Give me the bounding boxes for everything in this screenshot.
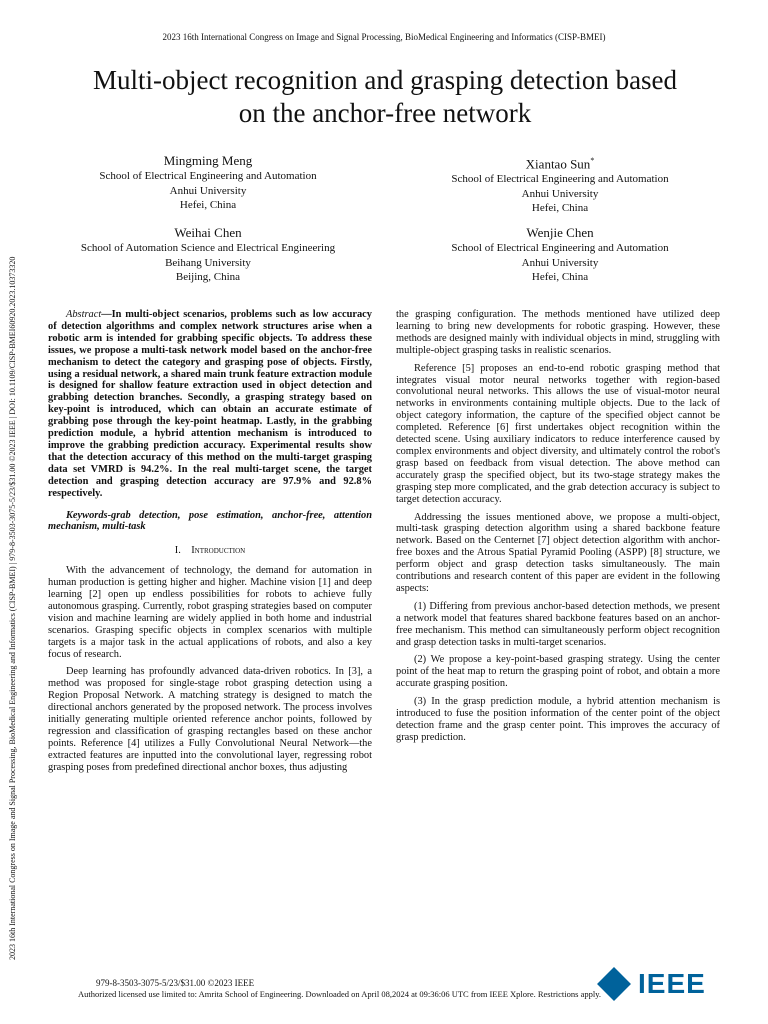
paper-title xyxy=(40,64,730,130)
right-paragraph-1: the grasping configuration. The methods mentioned have utilized deep learning to bring new developments for robotic grasping. However, these methods are designed mainly with individual objects in mind, struggling with multiple-object grasping tasks in realistic scenarios. xyxy=(396,309,720,356)
title-line-2: on the anchor-free network xyxy=(238,98,532,128)
right-paragraph-3: Addressing the issues mentioned above, we propose a multi-object, multi-task grasping detection algorithm using a shared backbone feature network. Based on the Centernet [7] object detection algorithm with anchor-free boxes and the Atrous Spatial Pyramid Pooling (ASPP) [8] structure, we perform object and grasp detection tasks simultaneously. The main contributions and research content of this paper are evident in the following aspects: xyxy=(396,511,720,594)
contribution-1: (1) Differing from previous anchor-based detection methods, we present a network model that features shared backbone features based on an anchor-free mechanism. This method can simultaneously perform object recognition and grasp detection tasks in multi-target scenarios. xyxy=(396,600,720,648)
license-footer: Authorized licensed use limited to: Amrita School of Engineering. Downloaded on April 08,2024 at 09:36:06 UTC from IEEE Xplore. Restrictions apply. xyxy=(78,989,602,999)
abstract-label: Abstract xyxy=(66,309,102,320)
intro-paragraph-2: Deep learning has profoundly advanced data-driven robotics. In [3], a method was proposed for single-stage robot grasping detection using a Region Proposal Network. A matching strategy is designed to match the directional anchors generated by the proposed network. The process involves initially generating multiple oriented reference anchor points, followed by regression and classification of grasping rectangles based on these anchor points. Reference [4] utilizes a Fully Convolutional Neural Network—the extracted features are inputted into the convolutional layer, regressing robot grasping poses from predefined directional anchor boxes, thus adjusting xyxy=(48,666,372,773)
author-name: Mingming Meng xyxy=(163,153,253,168)
author-block-3 xyxy=(48,224,368,285)
author-affiliation: School of Automation Science and Electrical Engineering xyxy=(80,242,336,254)
author-location: Hefei, China xyxy=(531,202,589,215)
ieee-logo-text: IEEE xyxy=(638,968,706,999)
author-institution: Anhui University xyxy=(521,256,599,269)
author-name: Weihai Chen xyxy=(174,225,242,240)
author-affiliation: School of Electrical Engineering and Automation xyxy=(451,242,669,254)
abstract xyxy=(48,309,372,500)
author-affiliation: School of Electrical Engineering and Automation xyxy=(451,173,669,186)
section-title: Introduction xyxy=(191,545,246,557)
author-location: Hefei, China xyxy=(179,199,237,211)
right-paragraph-2: Reference [5] proposes an end-to-end robotic grasping method that integrates visual motor neural networks together with region-based convolutional neural networks. This allows the use of visual-motor neural networks in environments containing multiple objects. Due to the lack of object category information, the capture of the specified object cannot be completed. Reference [6] first undertakes object recognition within the detected scene. Using auxiliary indicators to reduce interference caused by complex environments and object diversity, and ultimately control the robot's grasp based on feedback from visual detection. The above method can accurately grasp the specified object, but its two-stage strategy makes the grasping step more complicated, and the grab detection accuracy is subject to target detection accuracy. xyxy=(396,362,720,505)
author-location: Hefei, China xyxy=(531,271,589,283)
author-name xyxy=(410,152,710,172)
author-name-text: Xiantao Sun xyxy=(525,156,591,172)
contribution-2: (2) We propose a key-point-based grasping strategy. Using the center point of the heat map to return the grasping point of robot, and obtain a more accurate grasping position. xyxy=(396,654,720,690)
conference-header: 2023 16th International Congress on Image and Signal Processing, BioMedical Engineering and Informatics (CISP-BMEI) xyxy=(162,32,606,42)
author-location: Beijing, China xyxy=(175,271,241,283)
corresponding-mark: * xyxy=(590,156,595,165)
ieee-diamond-icon xyxy=(597,967,631,1001)
intro-paragraph-1: With the advancement of technology, the demand for automation in human production is getting higher and higher. Machine vision [1] and deep learning [2] open up endless possibilities for robots to achieve fully autonomous grasping. Currently, robot grasping strategies based on computer vision and machine learning are widely applied in both home and industrial scenarios. Grasping specific objects in complex scenarios with multiple targets is a major task in the actual applications of robots, and also a key focus of research. xyxy=(48,565,372,660)
author-block-1 xyxy=(58,152,358,213)
abstract-text: —In multi-object scenarios, problems such as low accuracy of detection algorithms and complex network structures arise when a robotic arm is intended for grabbing specific objects. To address these issues, we propose a multi-task network model based on the anchor-free mechanism to detect the category and grasping pose of objects. Firstly, using a residual network, a shared main trunk feature extraction module is designed for shallow feature extraction used in object detection and grabbing detection branches. Secondly, a grasping strategy based on key-point is introduced, which can obtain an accurate estimate of grabbing pose through the key-point heatmap. Lastly, in the grabbing prediction module, a hybrid attention mechanism is introduced to improve the grabbing prediction accuracy. Experimental results show that the detection accuracy of this method on the multi-target grasping data set VMRD is 94.2%. In the real multi-target scene, the target detection and grasping detection accuracy are 97.9% and 92.8% respectively. xyxy=(48,309,372,499)
left-column xyxy=(48,309,372,780)
section-heading xyxy=(48,545,372,557)
author-institution: Anhui University xyxy=(169,184,247,197)
author-block-2 xyxy=(410,152,710,216)
contribution-3: (3) In the grasp prediction module, a hybrid attention mechanism is introduced to fuse the position information of the center point of the object detection frame and the grasp center point. This improves the accuracy of grasp prediction. xyxy=(396,696,720,743)
author-name: Wenjie Chen xyxy=(526,225,594,240)
author-block-4 xyxy=(410,224,710,285)
title-line-1: Multi-object recognition and grasping detection based xyxy=(92,65,678,95)
isbn-footer: 979-8-3503-3075-5/23/$31.00 ©2023 IEEE xyxy=(96,978,255,988)
right-column xyxy=(396,309,720,750)
doi-sidebar-text: 2023 16th International Congress on Image and Signal Processing, BioMedical Engineering and Informatics (CISP-BMEI) | 979-8-3503-3075-5/23/$31.00 ©2023 IEEE | DOI: 10.1109/CISP-BMEI60920.2023.10373320 xyxy=(8,256,17,960)
doi-sidebar xyxy=(8,80,20,960)
section-number: I. xyxy=(174,545,181,557)
author-institution: Beihang University xyxy=(165,256,251,269)
author-institution: Anhui University xyxy=(521,187,599,200)
ieee-logo xyxy=(602,966,720,1002)
keywords: Keywords-grab detection, pose estimation, anchor-free, attention mechanism, multi-task xyxy=(48,509,372,533)
author-affiliation: School of Electrical Engineering and Automation xyxy=(99,170,317,182)
